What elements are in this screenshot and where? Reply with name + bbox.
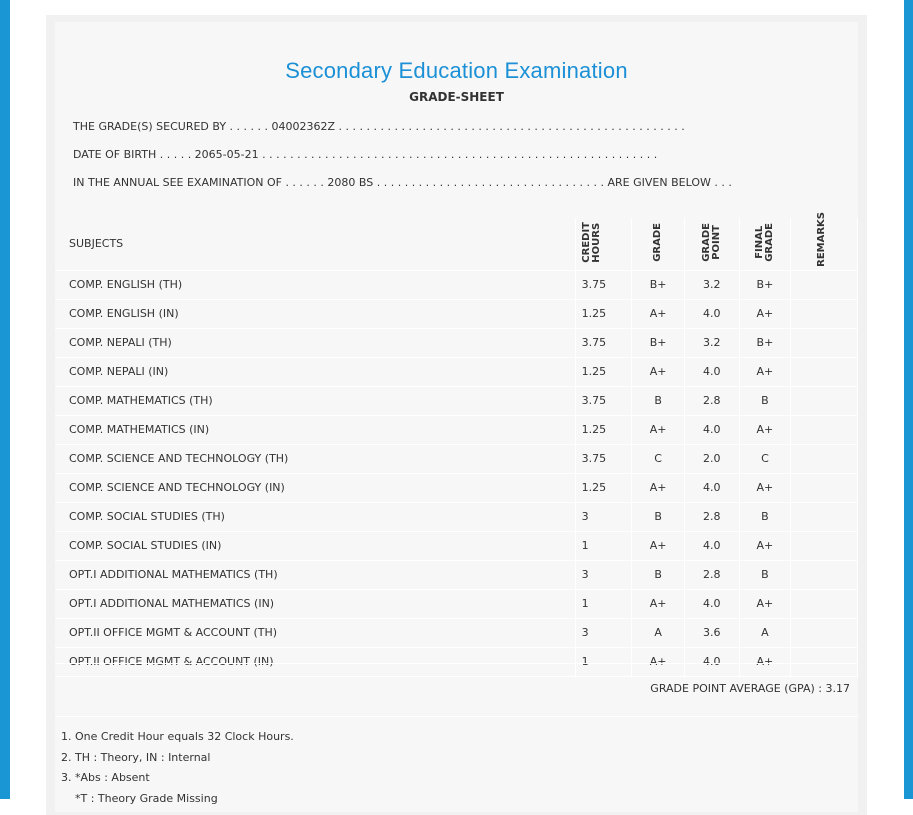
subject-cell: COMP. SCIENCE AND TECHNOLOGY (TH) bbox=[55, 444, 575, 473]
grade-cell: C bbox=[632, 444, 685, 473]
table-row bbox=[55, 531, 858, 560]
credit-hours-cell: 1 bbox=[575, 589, 632, 618]
grade-cell: B bbox=[632, 386, 685, 415]
subject-cell: COMP. NEPALI (TH) bbox=[55, 328, 575, 357]
credit-hours-cell: 1.25 bbox=[575, 473, 632, 502]
table-row bbox=[55, 386, 858, 415]
credit-hours-cell: 1.25 bbox=[575, 357, 632, 386]
subject-cell: COMP. SOCIAL STUDIES (TH) bbox=[55, 502, 575, 531]
credit-hours-cell: 3 bbox=[575, 560, 632, 589]
table-row bbox=[55, 560, 858, 589]
subject-cell: OPT.I ADDITIONAL MATHEMATICS (TH) bbox=[55, 560, 575, 589]
header-credit-hours-line2: HOURS bbox=[590, 222, 602, 263]
final-grade-cell: A+ bbox=[739, 589, 791, 618]
grade-point-cell: 4.0 bbox=[684, 531, 739, 560]
credit-hours-cell: 1 bbox=[575, 531, 632, 560]
subject-cell: OPT.I ADDITIONAL MATHEMATICS (IN) bbox=[55, 589, 575, 618]
subject-cell: COMP. MATHEMATICS (IN) bbox=[55, 415, 575, 444]
grade-point-cell: 4.0 bbox=[684, 473, 739, 502]
note-item: 3. *Abs : Absent bbox=[61, 771, 150, 784]
final-grade-cell: B bbox=[739, 502, 791, 531]
grade-point-cell: 2.8 bbox=[684, 502, 739, 531]
credit-hours-cell: 1.25 bbox=[575, 415, 632, 444]
subject-cell: COMP. ENGLISH (TH) bbox=[55, 270, 575, 299]
final-grade-cell: B+ bbox=[739, 270, 791, 299]
credit-hours-cell: 3 bbox=[575, 502, 632, 531]
exam-line: IN THE ANNUAL SEE EXAMINATION OF . . . . . . 2080 BS . . . . . . . . . . . . . . . . . . . . . . . . . . . . . . . . . ARE GIVEN BELOW . . . bbox=[73, 176, 732, 189]
grade-cell: A+ bbox=[632, 357, 685, 386]
remarks-cell bbox=[791, 589, 858, 618]
remarks-cell bbox=[791, 415, 858, 444]
notes-list bbox=[61, 727, 294, 809]
left-accent-bar bbox=[0, 0, 10, 799]
header-remarks-label: REMARKS bbox=[816, 212, 828, 267]
header-grade-point bbox=[684, 218, 739, 270]
table-row bbox=[55, 502, 858, 531]
grade-point-cell: 4.0 bbox=[684, 647, 739, 676]
grade-point-cell: 2.0 bbox=[684, 444, 739, 473]
remarks-cell bbox=[791, 270, 858, 299]
secured-by-line: THE GRADE(S) SECURED BY . . . . . . 04002362Z . . . . . . . . . . . . . . . . . . . . . . . . . . . . . . . . . . . . . . . . . . . . . . . . . . bbox=[73, 120, 685, 133]
grade-point-cell: 3.2 bbox=[684, 328, 739, 357]
subject-cell: OPT.II OFFICE MGMT & ACCOUNT (IN) bbox=[55, 647, 575, 676]
credit-hours-cell: 3 bbox=[575, 618, 632, 647]
credit-hours-cell: 3.75 bbox=[575, 386, 632, 415]
header-grade-point-line1: GRADE bbox=[700, 223, 712, 262]
subject-cell: COMP. SCIENCE AND TECHNOLOGY (IN) bbox=[55, 473, 575, 502]
header-final-grade bbox=[739, 218, 791, 270]
header-subjects: SUBJECTS bbox=[55, 218, 575, 270]
subject-cell: COMP. SOCIAL STUDIES (IN) bbox=[55, 531, 575, 560]
final-grade-cell: A bbox=[739, 618, 791, 647]
grade-cell: A+ bbox=[632, 415, 685, 444]
grade-point-cell: 4.0 bbox=[684, 415, 739, 444]
table-row bbox=[55, 270, 858, 299]
grade-cell: A+ bbox=[632, 531, 685, 560]
grade-sheet-container bbox=[46, 15, 867, 815]
final-grade-cell: A+ bbox=[739, 473, 791, 502]
credit-hours-cell: 3.75 bbox=[575, 444, 632, 473]
remarks-cell bbox=[791, 502, 858, 531]
grade-cell: B+ bbox=[632, 328, 685, 357]
grade-point-cell: 4.0 bbox=[684, 299, 739, 328]
final-grade-cell: A+ bbox=[739, 531, 791, 560]
remarks-cell bbox=[791, 560, 858, 589]
remarks-cell bbox=[791, 618, 858, 647]
table-row bbox=[55, 473, 858, 502]
remarks-cell bbox=[791, 328, 858, 357]
subject-cell: COMP. ENGLISH (IN) bbox=[55, 299, 575, 328]
subject-cell: COMP. MATHEMATICS (TH) bbox=[55, 386, 575, 415]
table-row bbox=[55, 299, 858, 328]
grade-point-cell: 2.8 bbox=[684, 386, 739, 415]
final-grade-cell: A+ bbox=[739, 357, 791, 386]
header-remarks bbox=[791, 212, 858, 270]
grade-cell: A+ bbox=[632, 647, 685, 676]
gpa-value: GRADE POINT AVERAGE (GPA) : 3.17 bbox=[650, 682, 850, 695]
header-grade-label: GRADE bbox=[652, 223, 664, 262]
grade-point-cell: 4.0 bbox=[684, 357, 739, 386]
gpa-section bbox=[55, 663, 858, 717]
grade-cell: B+ bbox=[632, 270, 685, 299]
table-row bbox=[55, 589, 858, 618]
note-item: *T : Theory Grade Missing bbox=[61, 791, 218, 805]
right-accent-bar bbox=[904, 0, 913, 799]
remarks-cell bbox=[791, 444, 858, 473]
table-row bbox=[55, 328, 858, 357]
grades-table bbox=[55, 212, 858, 677]
page-subtitle: GRADE-SHEET bbox=[409, 90, 504, 104]
credit-hours-cell: 1 bbox=[575, 647, 632, 676]
credit-hours-cell: 3.75 bbox=[575, 270, 632, 299]
header-final-grade-line1: FINAL bbox=[753, 225, 765, 259]
header-grade-point-line2: POINT bbox=[710, 225, 722, 260]
subject-cell: COMP. NEPALI (IN) bbox=[55, 357, 575, 386]
grade-cell: B bbox=[632, 560, 685, 589]
final-grade-cell: A+ bbox=[739, 299, 791, 328]
final-grade-cell: B+ bbox=[739, 328, 791, 357]
credit-hours-cell: 1.25 bbox=[575, 299, 632, 328]
grade-cell: B bbox=[632, 502, 685, 531]
table-row bbox=[55, 415, 858, 444]
remarks-cell bbox=[791, 299, 858, 328]
credit-hours-cell: 3.75 bbox=[575, 328, 632, 357]
grade-cell: A+ bbox=[632, 299, 685, 328]
table-row bbox=[55, 444, 858, 473]
table-row bbox=[55, 618, 858, 647]
grade-cell: A bbox=[632, 618, 685, 647]
final-grade-cell: C bbox=[739, 444, 791, 473]
final-grade-cell: B bbox=[739, 560, 791, 589]
table-row bbox=[55, 357, 858, 386]
note-item: 1. One Credit Hour equals 32 Clock Hours. bbox=[61, 730, 294, 743]
header-grade bbox=[632, 218, 685, 270]
grade-point-cell: 3.2 bbox=[684, 270, 739, 299]
grade-cell: A+ bbox=[632, 589, 685, 618]
grade-point-cell: 2.8 bbox=[684, 560, 739, 589]
grade-point-cell: 3.6 bbox=[684, 618, 739, 647]
note-item: 2. TH : Theory, IN : Internal bbox=[61, 750, 211, 764]
remarks-cell bbox=[791, 357, 858, 386]
grade-cell: A+ bbox=[632, 473, 685, 502]
header-final-grade-line2: GRADE bbox=[763, 223, 775, 262]
remarks-cell bbox=[791, 531, 858, 560]
remarks-cell bbox=[791, 386, 858, 415]
grade-sheet bbox=[55, 22, 858, 812]
final-grade-cell: A+ bbox=[739, 647, 791, 676]
table-header-row bbox=[55, 218, 858, 270]
page-title: Secondary Education Examination bbox=[285, 58, 628, 83]
grade-point-cell: 4.0 bbox=[684, 589, 739, 618]
subject-cell: OPT.II OFFICE MGMT & ACCOUNT (TH) bbox=[55, 618, 575, 647]
date-of-birth-line: DATE OF BIRTH . . . . . 2065-05-21 . . . . . . . . . . . . . . . . . . . . . . . . . . . . . . . . . . . . . . . . . . . . . . . . . . . . . . . . . bbox=[73, 148, 658, 161]
header-credit-hours-line1: CREDIT bbox=[580, 222, 592, 263]
header-credit-hours bbox=[575, 218, 632, 270]
final-grade-cell: B bbox=[739, 386, 791, 415]
remarks-cell bbox=[791, 473, 858, 502]
final-grade-cell: A+ bbox=[739, 415, 791, 444]
